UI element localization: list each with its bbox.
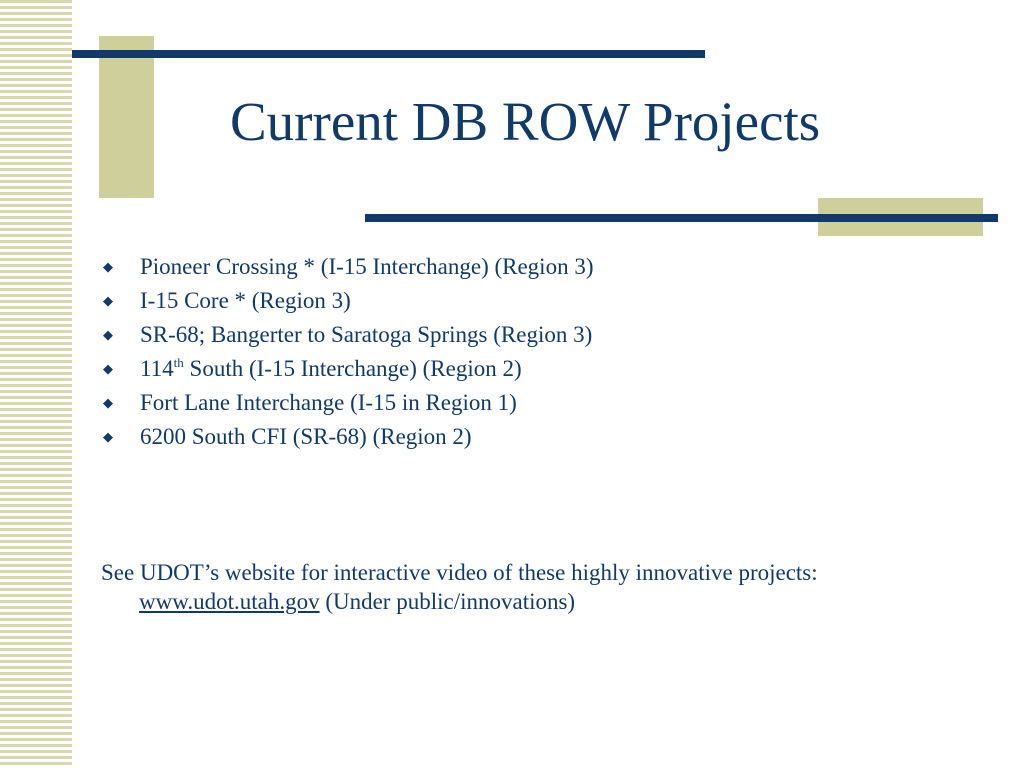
project-item-text: SR-68; Bangerter to Saratoga Springs (Region 3) [140,322,593,347]
project-item-pioneer-crossing [103,250,594,284]
diamond-bullet-icon: ◆ [103,293,113,308]
striped-border [0,0,72,768]
project-item-sr68 [103,318,594,352]
project-item-text: South (I-15 Interchange) (Region 2) [183,356,522,381]
tan-accent-block-left [99,36,154,198]
project-item-text: Fort Lane Interchange (I-15 in Region 1) [140,390,517,415]
website-note-lead: See UDOT’s website for interactive video of these highly innovative projects: [101,560,818,585]
diamond-bullet-icon: ◆ [103,361,113,376]
project-item-number: 114 [140,356,174,381]
project-item-114th-south [103,352,594,386]
project-item-fort-lane [103,386,594,420]
project-item-text: I-15 Core * (Region 3) [140,288,351,313]
diamond-bullet-icon: ◆ [103,259,113,274]
udot-website-link[interactable]: www.udot.utah.gov [139,589,320,614]
project-item-text: 6200 South CFI (SR-68) (Region 2) [140,424,472,449]
diamond-bullet-icon: ◆ [103,429,113,444]
project-item-text: Pioneer Crossing * (I-15 Interchange) (Region 3) [140,254,594,279]
navy-rule-bottom [365,214,998,222]
slide-title: Current DB ROW Projects [230,91,821,152]
diamond-bullet-icon: ◆ [103,327,113,342]
project-item-i15-core [103,284,594,318]
project-list [103,250,594,454]
project-item-6200-south [103,420,594,454]
diamond-bullet-icon: ◆ [103,395,113,410]
ordinal-suffix: th [173,355,184,370]
navy-rule-top [72,50,705,58]
website-note [101,558,959,616]
website-note-tail: (Under public/innovations) [319,589,576,614]
